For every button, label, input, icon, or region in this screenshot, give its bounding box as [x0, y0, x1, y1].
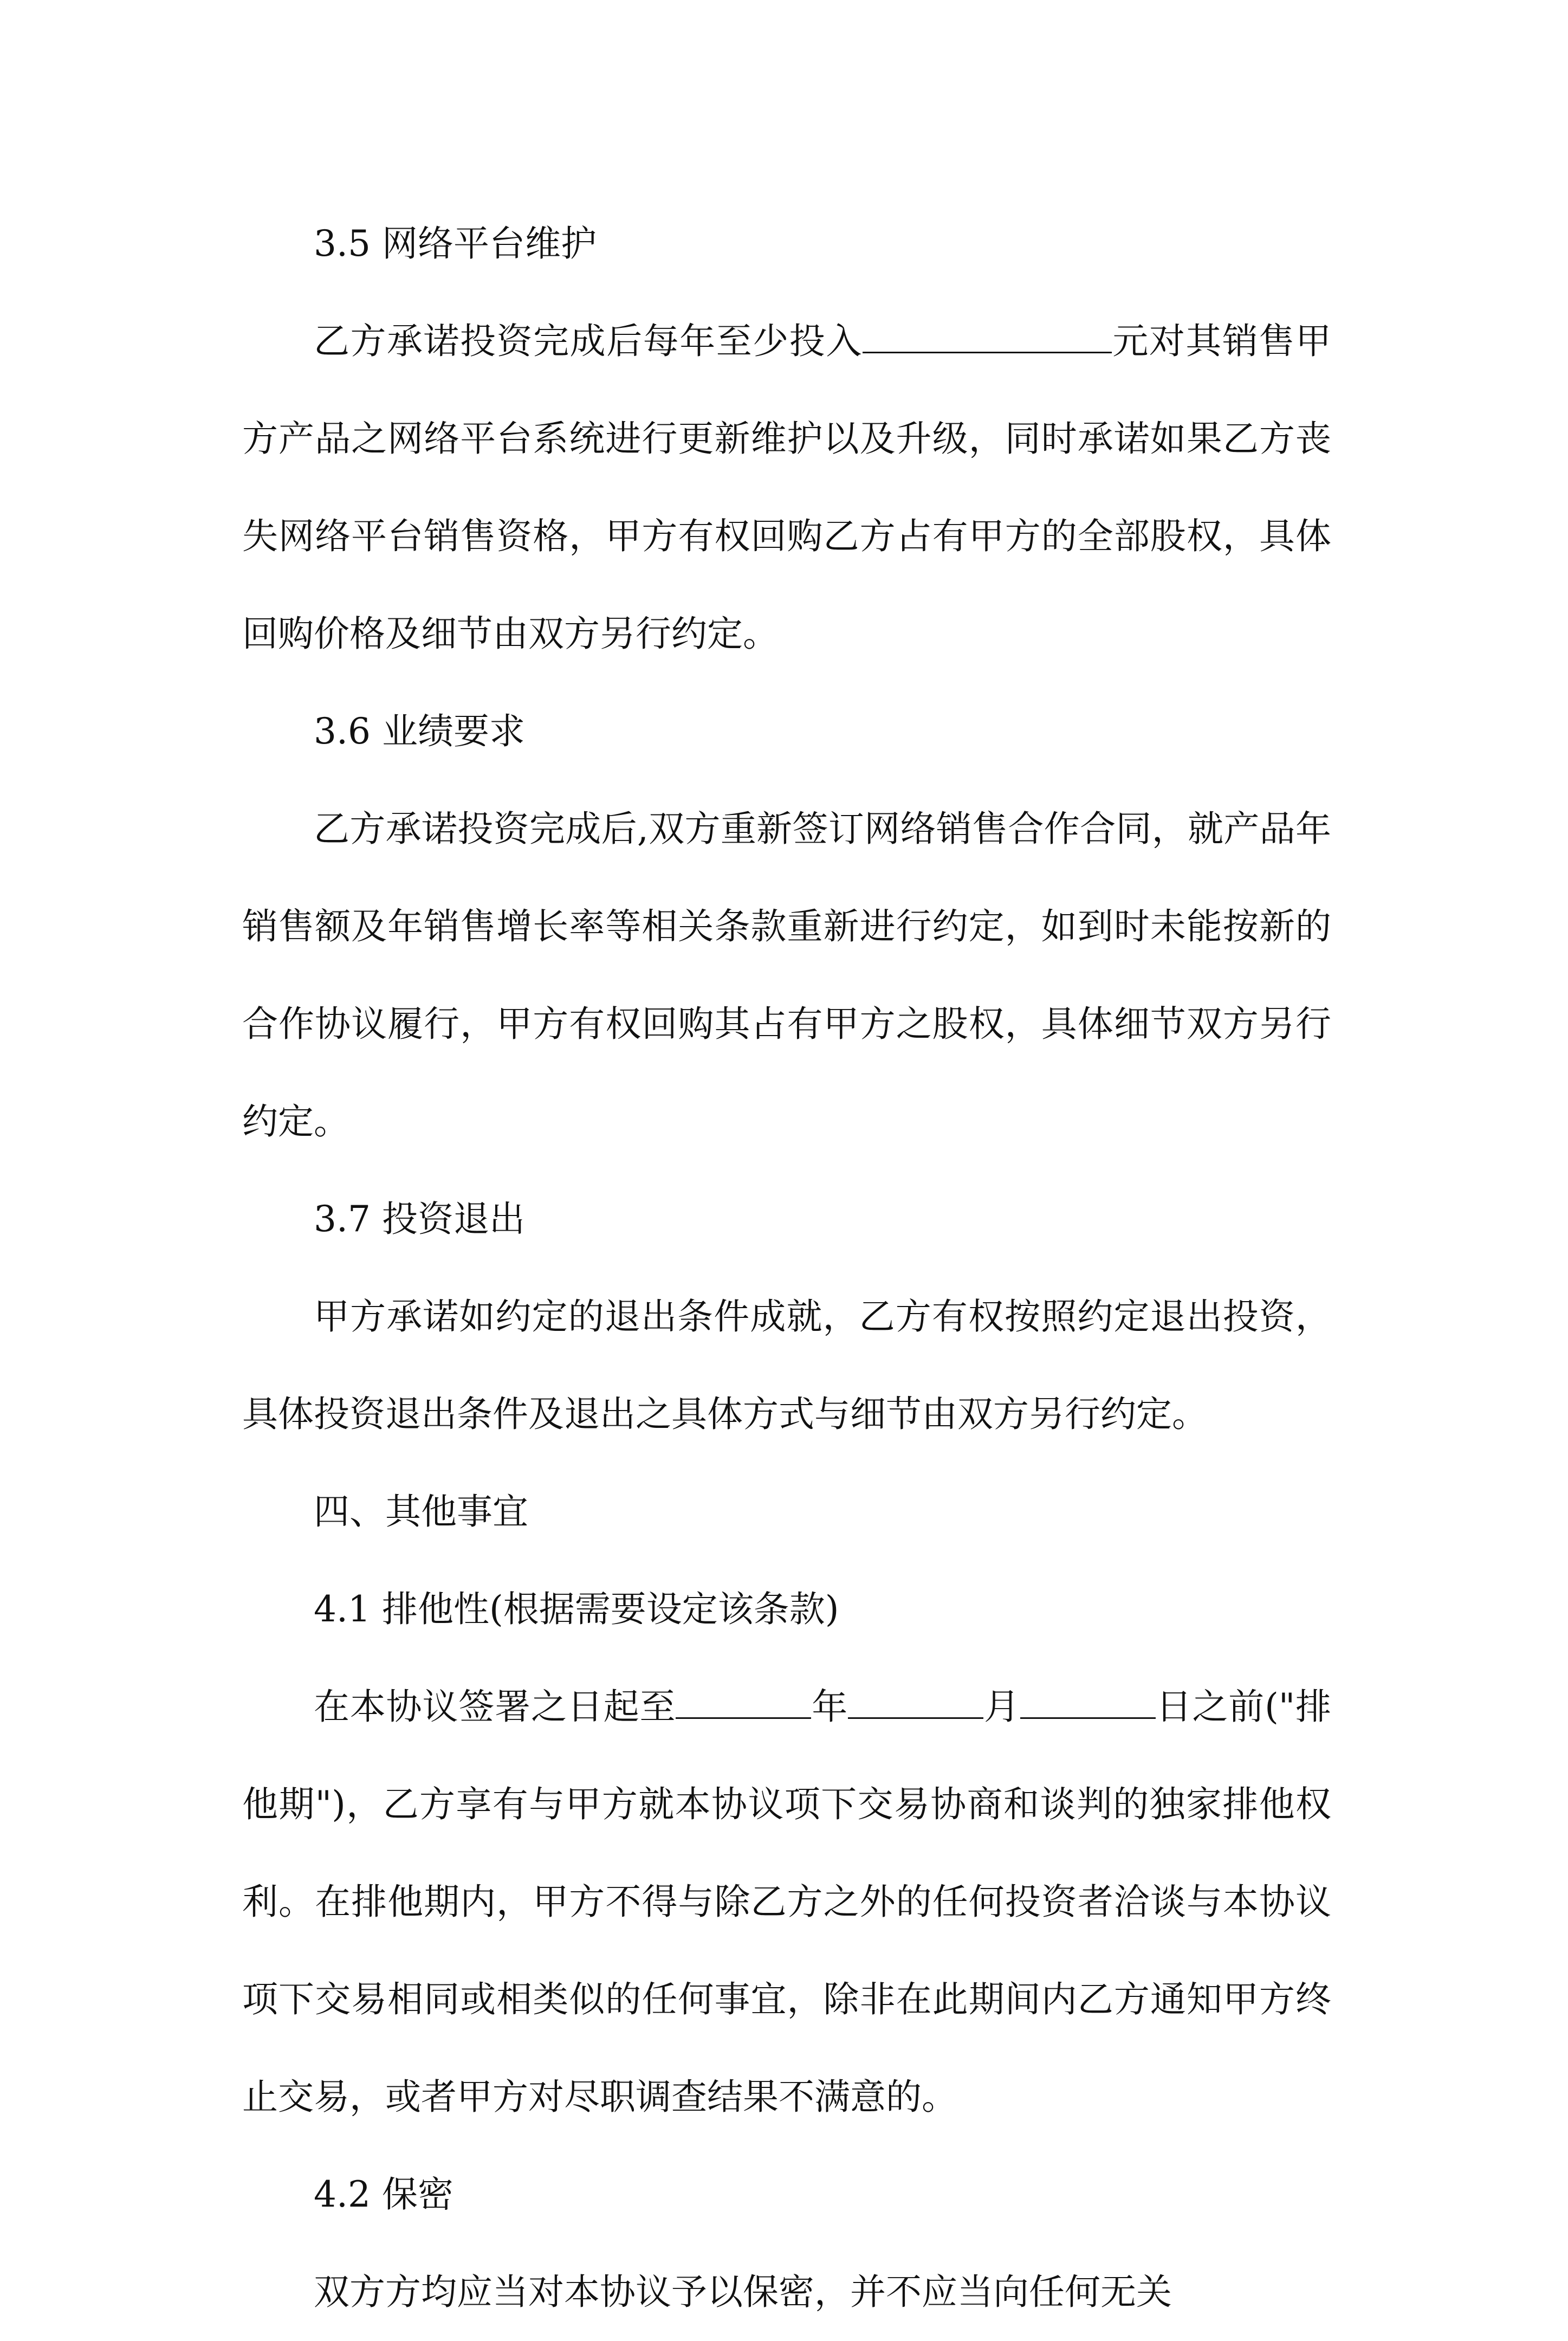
section-4-title: 四、其他事宜 [314, 1491, 528, 1532]
amount-blank [863, 324, 1112, 353]
section-3-5-text-b: 元对其销售甲方产品之网络平台系统进行更新维护以及升级，同时承诺如果乙方丧失网络平台销售资格，甲方有权回购乙方占有甲方的全部股权，具体回购价格及细节由双方另行约定。 [242, 320, 1332, 655]
section-4-1-text-a: 在本协议签署之日起至 [314, 1686, 676, 1728]
section-3-5-paragraph [242, 293, 1331, 683]
section-4-2-title: 4.2 保密 [314, 2174, 453, 2215]
month-label: 月 [983, 1686, 1020, 1728]
year-label: 年 [811, 1686, 848, 1728]
section-4-1-title: 4.1 排他性(根据需要设定该条款) [314, 1588, 839, 1630]
section-3-7-paragraph: 甲方承诺如约定的退出条件成就，乙方有权按照约定退出投资，具体投资退出条件及退出之具体方式与细节由双方另行约定。 [242, 1296, 1331, 1435]
section-3-7-title: 3.7 投资退出 [314, 1198, 525, 1240]
section-4-1-paragraph [242, 1658, 1331, 2146]
section-3-5-title: 3.5 网络平台维护 [314, 223, 597, 264]
day-blank [1020, 1689, 1156, 1719]
section-3-5-text-a: 乙方承诺投资完成后每年至少投入 [314, 320, 863, 362]
month-blank [848, 1689, 983, 1719]
section-4-2-paragraph: 双方方均应当对本协议予以保密，并不应当向任何无关 [314, 2271, 1172, 2313]
section-3-6-title: 3.6 业绩要求 [314, 710, 525, 752]
year-blank [676, 1689, 811, 1719]
section-3-6-paragraph: 乙方承诺投资完成后,双方重新签订网络销售合作合同，就产品年销售额及年销售增长率等相关条款重新进行约定，如到时未能按新的合作协议履行，甲方有权回购其占有甲方之股权，具体细节双方另行约定。 [242, 808, 1331, 1142]
document-body [242, 195, 1331, 2341]
section-4-1-text-d: 日之前("排他期")，乙方享有与甲方就本协议项下交易协商和谈判的独家排他权利。在排他期内，甲方不得与除乙方之外的任何投资者洽谈与本协议项下交易相同或相类似的任何事宜，除非在此期间内乙方通知甲方终止交易，或者甲方对尽职调查结果不满意的。 [242, 1686, 1332, 2118]
